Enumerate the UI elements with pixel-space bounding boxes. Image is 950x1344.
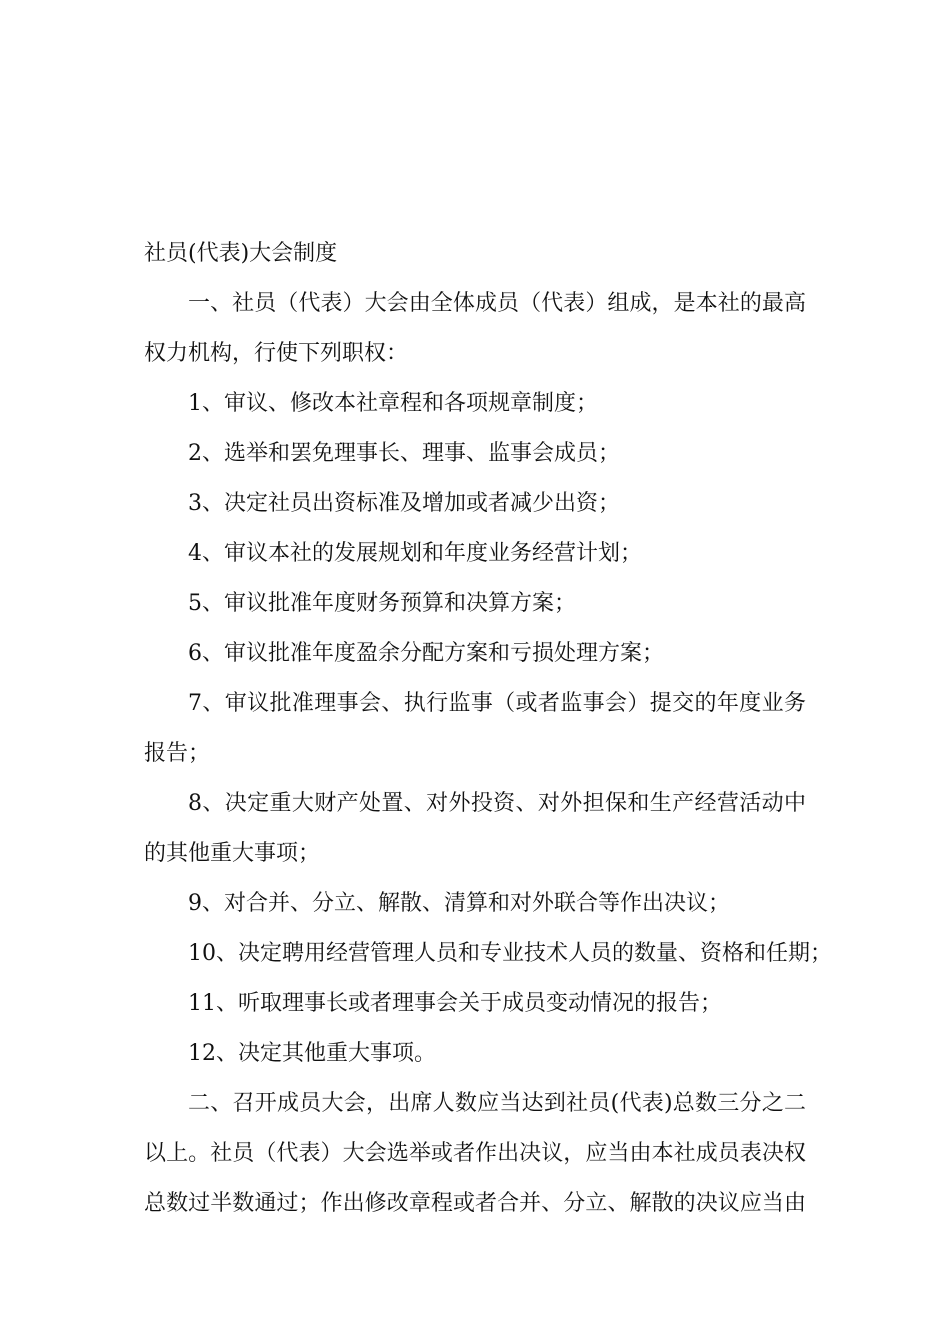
section1-intro-line2: 权力机构，行使下列职权： <box>144 341 409 366</box>
list-item-11: 11、听取理事长或者理事会关于成员变动情况的报告； <box>188 991 722 1016</box>
document-title: 社员(代表)大会制度 <box>144 241 338 266</box>
list-item-1: 1、审议、修改本社章程和各项规章制度； <box>188 391 598 416</box>
section2-line3: 总数过半数通过；作出修改章程或者合并、分立、解散的决议应当由 <box>144 1191 806 1216</box>
list-item-8-line2: 的其他重大事项； <box>144 841 321 866</box>
list-item-7-line1: 7、审议批准理事会、执行监事（或者监事会）提交的年度业务 <box>188 691 806 716</box>
section2-line2: 以上。社员（代表）大会选举或者作出决议，应当由本社成员表决权 <box>144 1141 806 1166</box>
section1-intro-line1: 一、社员（代表）大会由全体成员（代表）组成，是本社的最高 <box>188 291 806 316</box>
list-item-6: 6、审议批准年度盈余分配方案和亏损处理方案； <box>188 641 664 666</box>
list-item-10: 10、决定聘用经营管理人员和专业技术人员的数量、资格和任期； <box>188 941 832 966</box>
list-item-3: 3、决定社员出资标准及增加或者减少出资； <box>188 491 620 516</box>
section2-line1: 二、召开成员大会，出席人数应当达到社员(代表)总数三分之二 <box>188 1091 806 1116</box>
list-item-2: 2、选举和罢免理事长、理事、监事会成员； <box>188 441 620 466</box>
list-item-9: 9、对合并、分立、解散、清算和对外联合等作出决议； <box>188 891 730 916</box>
list-item-12: 12、决定其他重大事项。 <box>188 1041 436 1066</box>
list-item-7-line2: 报告； <box>144 741 211 766</box>
list-item-8-line1: 8、决定重大财产处置、对外投资、对外担保和生产经营活动中 <box>188 791 806 816</box>
list-item-4: 4、审议本社的发展规划和年度业务经营计划； <box>188 541 642 566</box>
list-item-5: 5、审议批准年度财务预算和决算方案； <box>188 591 576 616</box>
